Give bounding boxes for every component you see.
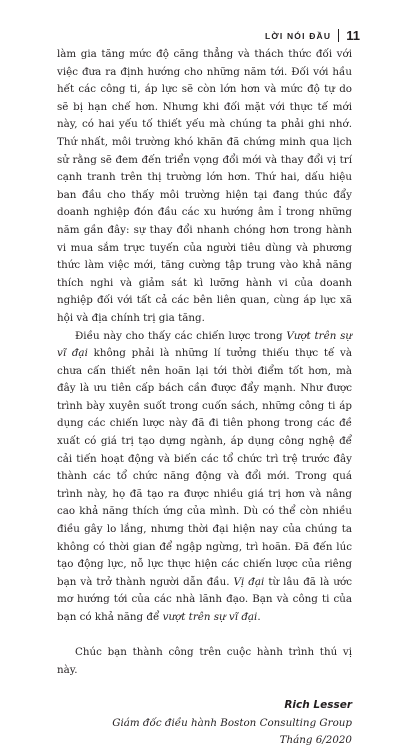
- signature-role: Giám đốc điều hành Boston Consulting Group: [112, 716, 352, 729]
- book-title-lower: vượt trên sự vĩ đại: [162, 611, 258, 623]
- book-title: Vượt trên sự vĩ đại: [57, 329, 353, 360]
- signature-block: [57, 697, 352, 750]
- paragraph-3: Chúc bạn thành công trên cuộc hành trình thú vị này.: [57, 646, 352, 676]
- p2-text-b: không phải là những lí tưởng thiếu thực tế và chưa cấn thiết nên hoãn lại tới thời điểm tốt hơn, mà đây là ưu tiên cấp bách cần được đẩy mạnh. Như được trình bày xuyên suốt trong cuốn sách, những công ti áp dụng các chiến lược này đã đi tiên phong trong các đề xuất có giá trị tạo dựng ngành, áp dụng công nghệ để cải tiến hoạt động và biến các tổ chức trì trệ trước đây thành các tổ chức năng động và đổi mới. Trong quá trình này, họ đã tạo ra được nhiều giá trị hơn và nâng cao khả năng thích ứng của mình. Dù có thể còn nhiều điều gây lo lắng, nhưng thời đại hiện nay của chúng ta không có thời gian để ngập ngừng, trì hoãn. Đã đến lúc tạo động lực, nỗ lực thực hiện các chiến lược của riêng bạn và trở thành người dẫn đầu.: [57, 347, 352, 588]
- paragraph-spacer: [57, 627, 352, 645]
- paragraph-1: làm gia tăng mức độ căng thẳng và thách thức đối với việc đưa ra định hướng cho những năm tới. Đối với hầu hết các công ti, áp lực sẽ còn lớn hơn và mức độ tự do sẽ bị hạn chế hơn. Nhưng khi đối mặt với thực tế mới này, có hai yếu tố thiết yếu mà chúng ta phải ghi nhớ. Thứ nhất, môi trường khó khăn đã chứng minh qua lịch sử rằng sẽ đem đến triển vọng đổi mới và thay đổi vị trí cạnh tranh trên thị trường lớn hơn. Thứ hai, dấu hiệu ban đầu cho thấy môi trường hiện tại đang thúc đẩy doanh nghiệp đón đầu các xu hướng âm ỉ trong những năm gần đây: sự thay đổi nhanh chóng hơn trong hành vi mua sắm trực tuyến của người tiêu dùng và phương thức làm việc mới, tăng cường tập trung vào khả năng thích nghi và giảm sát kì lưỡng hành vi của doanh nghiệp đối với tất cả các bên liên quan, cùng áp lực xã hội và địa chính trị gia tăng.: [57, 48, 352, 324]
- signature-date: Tháng 6/2020: [279, 734, 352, 747]
- signature-name: Rich Lesser: [284, 698, 352, 711]
- page-number: 11: [346, 28, 360, 43]
- paragraph-2: [57, 328, 352, 627]
- running-header: [265, 28, 360, 43]
- book-title-short: Vị đại: [233, 575, 265, 588]
- header-divider: [338, 29, 339, 42]
- paragraph-spacer: [57, 679, 352, 697]
- p2-text-a: Điều này cho thấy các chiến lược trong: [75, 329, 287, 342]
- page-body: [57, 46, 352, 750]
- p2-text-c: từ lâu đã là ước mơ hướng tới của các nhà lãnh đạo. Bạn và công ti của bạn có khả năng để: [57, 575, 352, 623]
- section-title: LỜI NÓI ĐẦU: [264, 30, 332, 41]
- p2-text-d: .: [257, 611, 261, 623]
